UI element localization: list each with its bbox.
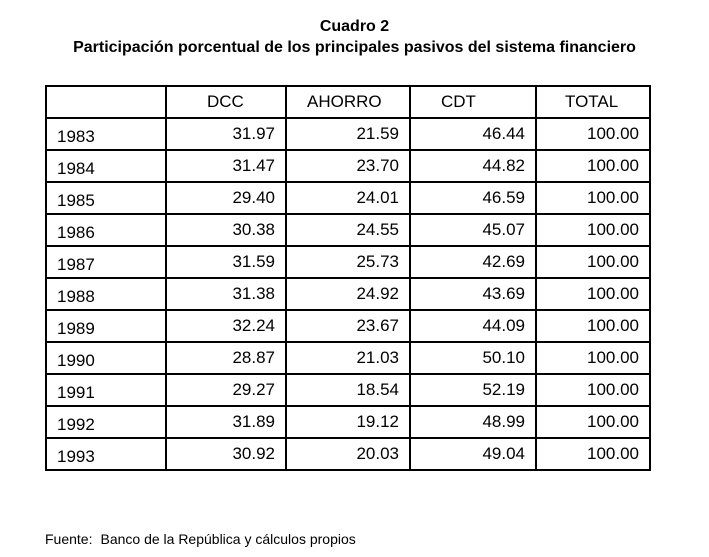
table-subtitle: Participación porcentual de los principales pasivos del sistema financiero (73, 39, 636, 56)
row-total-cell: 100.00 (536, 246, 650, 278)
row-dcc-cell: 31.89 (166, 406, 286, 438)
row-cdt-cell: 52.19 (410, 374, 536, 406)
table-row (46, 438, 650, 470)
row-year-cell: 1986 (46, 214, 166, 246)
row-dcc-cell: 28.87 (166, 342, 286, 374)
row-year-cell: 1992 (46, 406, 166, 438)
row-year-cell: 1991 (46, 374, 166, 406)
row-cdt-cell: 44.09 (410, 310, 536, 342)
row-ahorro-cell: 21.03 (286, 342, 410, 374)
row-cdt-cell: 46.59 (410, 182, 536, 214)
row-total-cell: 100.00 (536, 214, 650, 246)
row-ahorro-cell: 18.54 (286, 374, 410, 406)
row-ahorro-cell: 25.73 (286, 246, 410, 278)
row-dcc-cell: 31.38 (166, 278, 286, 310)
source-label: Fuente: (45, 531, 93, 547)
row-year-cell: 1989 (46, 310, 166, 342)
table-row (46, 182, 650, 214)
row-dcc-cell: 32.24 (166, 310, 286, 342)
row-ahorro-cell: 24.01 (286, 182, 410, 214)
table-row (46, 342, 650, 374)
table-row (46, 150, 650, 182)
table-row (46, 246, 650, 278)
data-table (45, 85, 651, 471)
row-total-cell: 100.00 (536, 374, 650, 406)
table-row (46, 278, 650, 310)
row-ahorro-cell: 20.03 (286, 438, 410, 470)
row-dcc-cell: 31.97 (166, 118, 286, 150)
row-ahorro-cell: 21.59 (286, 118, 410, 150)
row-cdt-cell: 45.07 (410, 214, 536, 246)
header-cell-total: TOTAL (536, 86, 650, 118)
row-total-cell: 100.00 (536, 438, 650, 470)
row-dcc-cell: 31.59 (166, 246, 286, 278)
table-row (46, 374, 650, 406)
row-dcc-cell: 30.92 (166, 438, 286, 470)
row-cdt-cell: 44.82 (410, 150, 536, 182)
row-dcc-cell: 30.38 (166, 214, 286, 246)
row-cdt-cell: 43.69 (410, 278, 536, 310)
row-cdt-cell: 49.04 (410, 438, 536, 470)
row-dcc-cell: 31.47 (166, 150, 286, 182)
row-year-cell: 1983 (46, 118, 166, 150)
header-cell-year (46, 86, 166, 118)
row-total-cell: 100.00 (536, 182, 650, 214)
source-text: Banco de la República y cálculos propios (100, 531, 356, 547)
row-cdt-cell: 48.99 (410, 406, 536, 438)
row-total-cell: 100.00 (536, 278, 650, 310)
row-total-cell: 100.00 (536, 342, 650, 374)
row-year-cell: 1988 (46, 278, 166, 310)
row-year-cell: 1987 (46, 246, 166, 278)
row-ahorro-cell: 24.92 (286, 278, 410, 310)
table-body (46, 118, 650, 470)
table-row (46, 118, 650, 150)
row-cdt-cell: 46.44 (410, 118, 536, 150)
row-total-cell: 100.00 (536, 150, 650, 182)
row-cdt-cell: 50.10 (410, 342, 536, 374)
row-year-cell: 1985 (46, 182, 166, 214)
source-note (45, 530, 356, 548)
row-total-cell: 100.00 (536, 118, 650, 150)
row-ahorro-cell: 19.12 (286, 406, 410, 438)
row-year-cell: 1984 (46, 150, 166, 182)
header-cell-cdt: CDT (410, 86, 536, 118)
row-year-cell: 1990 (46, 342, 166, 374)
row-ahorro-cell: 23.70 (286, 150, 410, 182)
row-ahorro-cell: 23.67 (286, 310, 410, 342)
row-total-cell: 100.00 (536, 310, 650, 342)
row-total-cell: 100.00 (536, 406, 650, 438)
table-title: Cuadro 2 (319, 18, 390, 35)
table-row (46, 310, 650, 342)
row-dcc-cell: 29.27 (166, 374, 286, 406)
table-row (46, 214, 650, 246)
table-row (46, 406, 650, 438)
row-cdt-cell: 42.69 (410, 246, 536, 278)
row-ahorro-cell: 24.55 (286, 214, 410, 246)
header-cell-dcc: DCC (166, 86, 286, 118)
header-cell-ahorro: AHORRO (286, 86, 410, 118)
row-year-cell: 1993 (46, 438, 166, 470)
row-dcc-cell: 29.40 (166, 182, 286, 214)
header-row (46, 86, 650, 118)
